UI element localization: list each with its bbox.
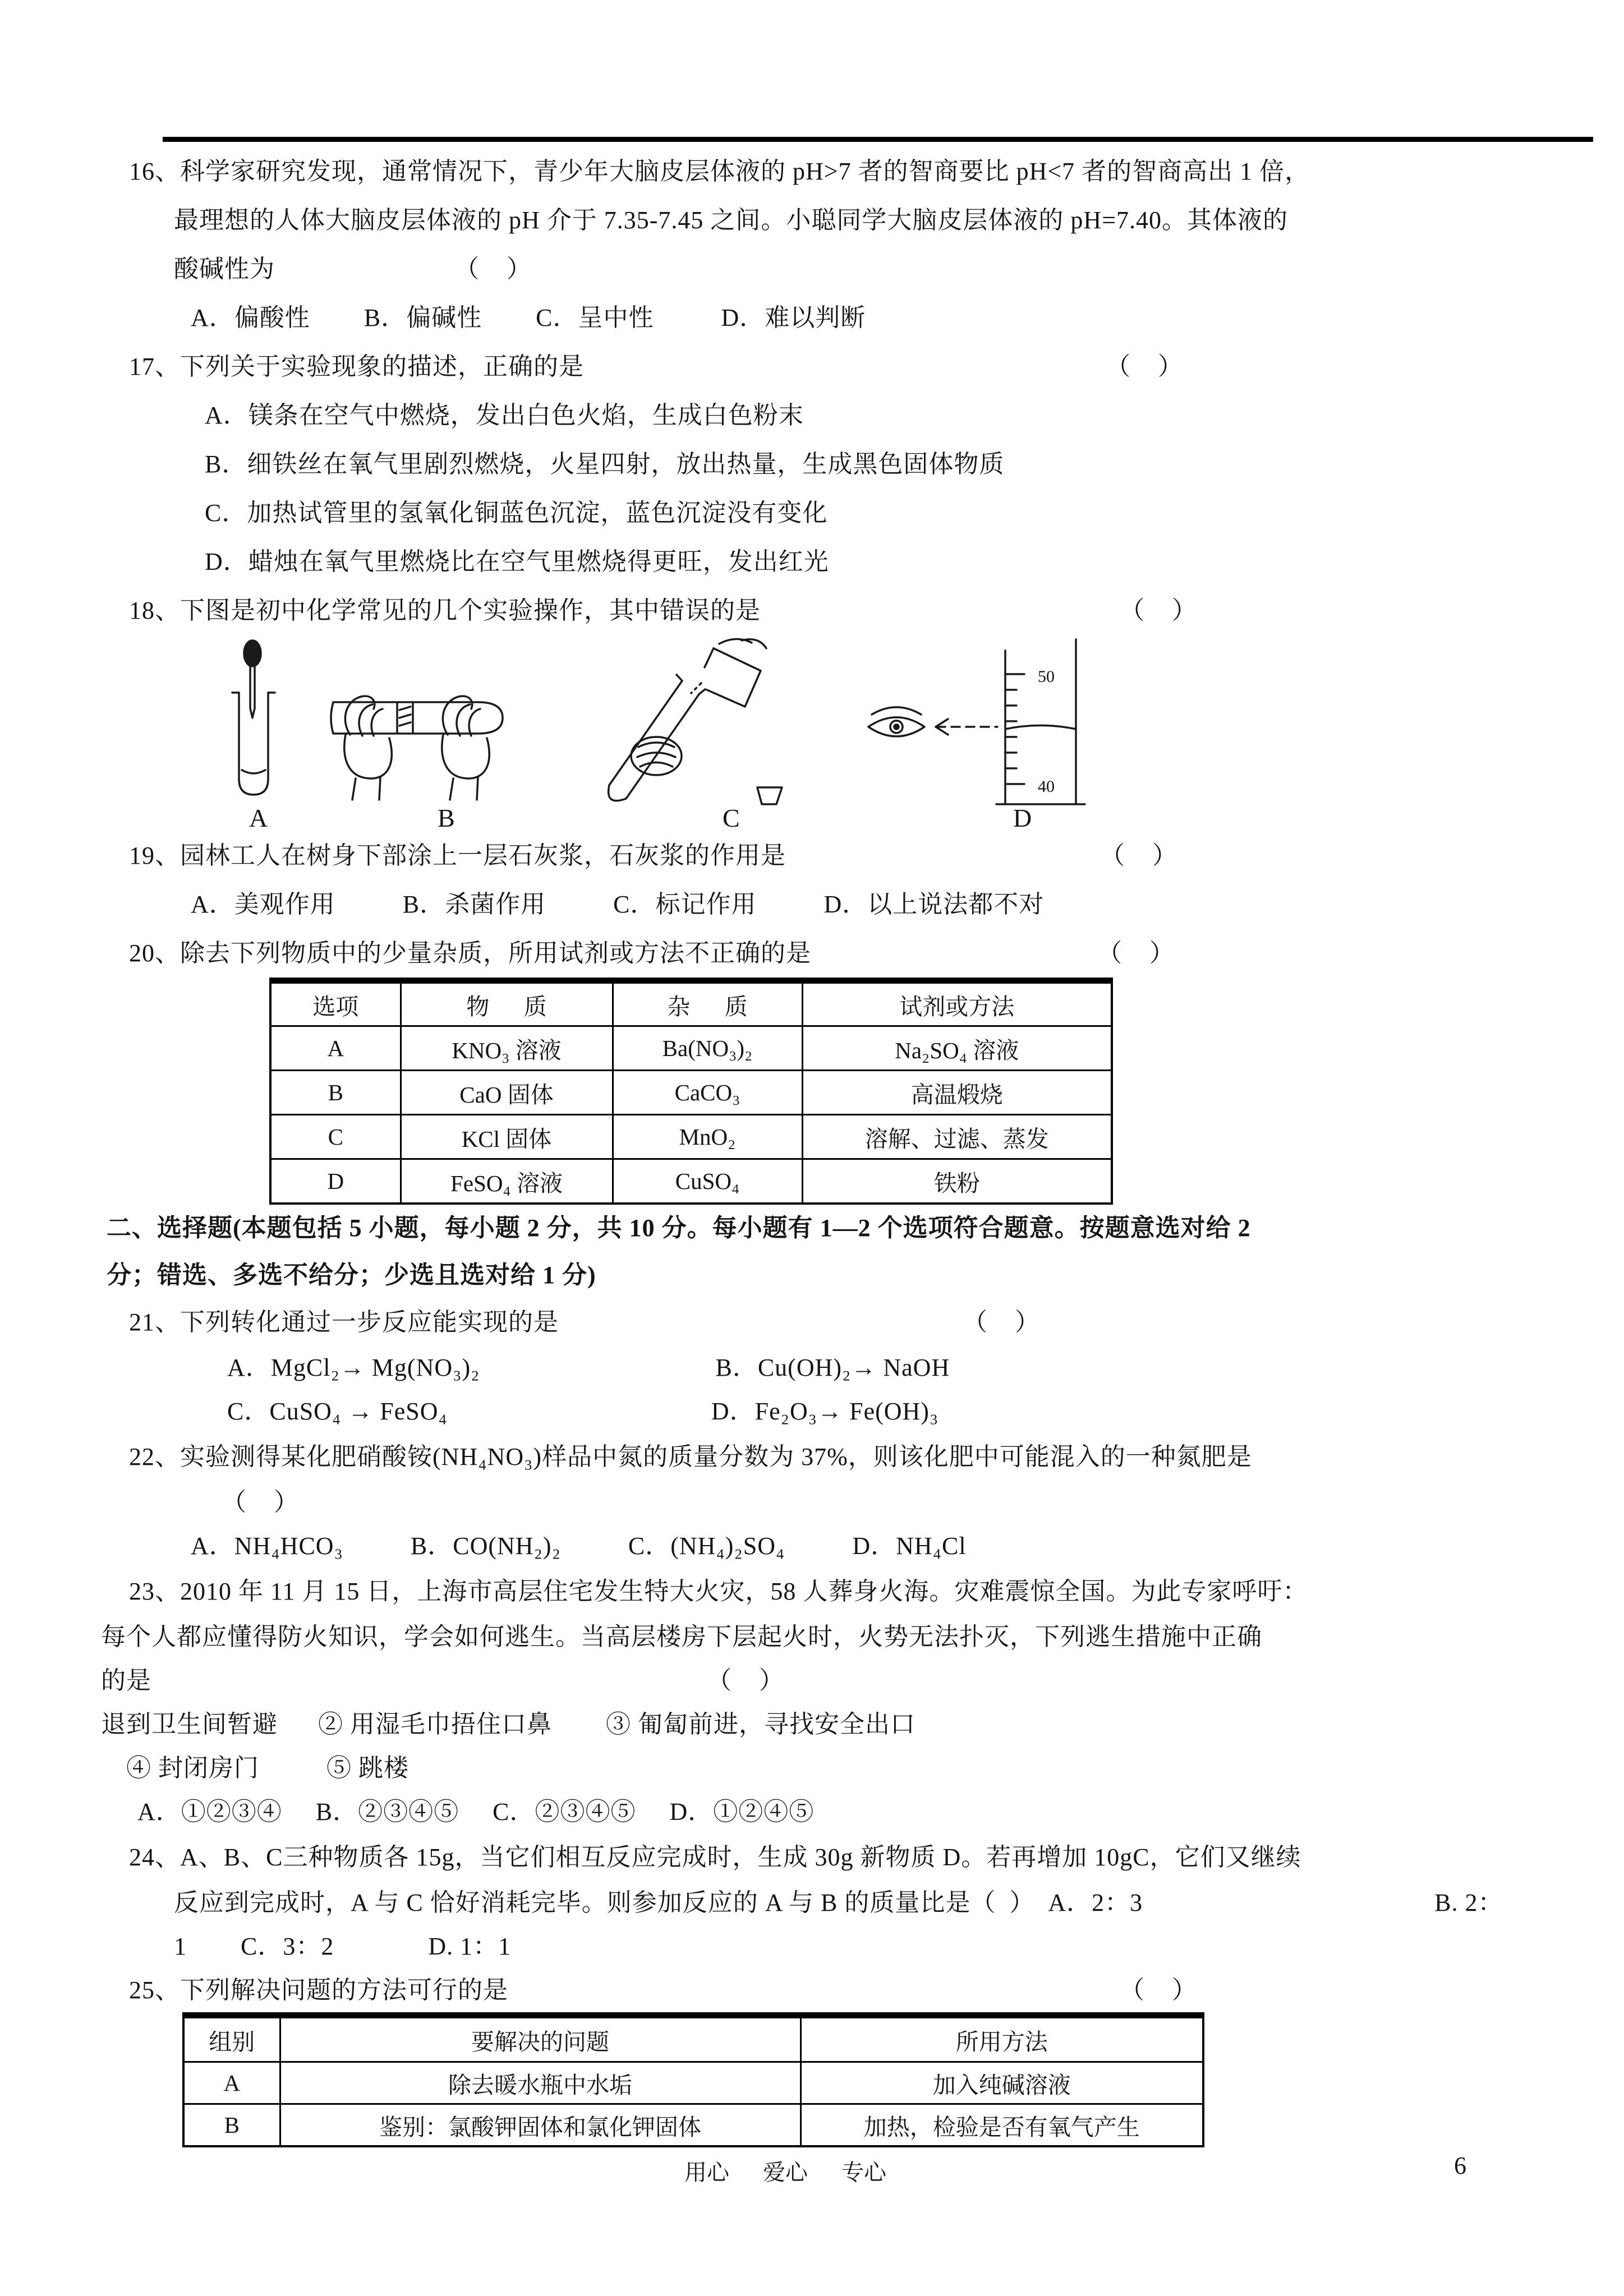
- q16-answer-parens: （ ）: [454, 255, 532, 283]
- q20-prompt: [129, 929, 1548, 978]
- stopper-icon: [757, 787, 782, 804]
- q21-prompt-text: 21、下列转化通过一步反应能实现的是: [129, 1308, 559, 1336]
- spacer: [584, 374, 1106, 375]
- illustration-c-adding-solid: [609, 639, 782, 804]
- table-header-cell: 组别: [183, 2016, 280, 2062]
- q18-lab-operations-figure: [213, 635, 1548, 831]
- cylinder-scale-50: 50: [1038, 667, 1055, 686]
- eye-pupil-dot: [894, 725, 899, 729]
- tube-mouth: [331, 702, 333, 734]
- table-cell: 溶解、过滤、蒸发: [802, 1115, 1112, 1159]
- table-header-row: [183, 2016, 1203, 2062]
- table-cell: MnO₂: [613, 1115, 802, 1159]
- q24-line-3: 1 C．3：2 D. 1：1: [174, 1933, 512, 1960]
- table-header-cell: 物 质: [401, 981, 613, 1026]
- q24-line-2-text: 反应到完成时，A 与 C 恰好消耗完毕。则参加反应的 A 与 B 的质量比是（ ） A．2：3: [174, 1889, 1143, 1916]
- q23-choices-line-2: ④ 封闭房门 ⑤ 跳楼: [126, 1754, 409, 1782]
- left-hand-palm: [344, 735, 392, 778]
- q16-options: A．偏酸性 B．偏碱性 C．呈中性 D．难以判断: [191, 304, 866, 331]
- illustration-a-dropper-test-tube: [232, 640, 275, 795]
- left-hand-finger: [371, 709, 383, 736]
- q21-options-row-2: [227, 1390, 1548, 1433]
- spacer: [1143, 1910, 1434, 1911]
- header-rule: [163, 137, 1593, 142]
- q16-line-3-text: 酸碱性为: [174, 255, 275, 283]
- q17-option-c: C．加热试管里的氢氧化铜蓝色沉淀，蓝色沉淀没有变化: [205, 499, 828, 527]
- q19-answer-parens: （ ）: [1100, 842, 1177, 869]
- q17-option-d: D．蜡烛在氧气里燃烧比在空气里燃烧得更旺，发出红光: [205, 548, 829, 575]
- section-2-header-line-1: 二、选择题(本题包括 5 小题，每小题 2 分，共 10 分。每小题有 1—2 个选项符合题意。按题意选对给 2: [107, 1214, 1251, 1242]
- spacer: [508, 1997, 1120, 1998]
- table-cell: Na₂SO₄ 溶液: [802, 1026, 1112, 1071]
- q20-impurity-table: [269, 978, 1113, 1205]
- q25-prompt: [129, 1968, 1548, 2012]
- table-header-cell: 要解决的问题: [280, 2016, 801, 2062]
- table-cell: CaCO₃: [613, 1071, 802, 1115]
- q16-line-3: [174, 245, 1548, 293]
- q21-answer-parens: （ ）: [963, 1308, 1040, 1336]
- table-cell: KNO₃ 溶液: [401, 1026, 613, 1071]
- q23-answer-parens: （ ）: [707, 1667, 784, 1694]
- table-cell: 铁粉: [802, 1159, 1112, 1204]
- table-cell: 除去暖水瓶中水垢: [280, 2062, 801, 2104]
- table-cell: D: [270, 1159, 401, 1204]
- q21-option-c: C．CuSO₄ → FeSO₄: [227, 1398, 448, 1425]
- diagram-label-d: D: [1013, 804, 1032, 831]
- q17-prompt-text: 17、下列关于实验现象的描述，正确的是: [129, 353, 584, 380]
- spacer: [480, 1375, 715, 1376]
- dropper-bulb-icon: [244, 640, 261, 666]
- q18-prompt: [129, 586, 1548, 635]
- q19-prompt-text: 19、园林工人在树身下部涂上一层石灰浆，石灰浆的作用是: [129, 842, 786, 869]
- q23-choices-line-1: 退到卫生间暂避 ② 用湿毛巾捂住口鼻 ③ 匍匐前进，寻找安全出口: [101, 1711, 915, 1738]
- q22-options: A．NH₄HCO₃ B．CO(NH₂)₂ C．(NH₄)₂SO₄ D．NH₄Cl: [191, 1532, 967, 1560]
- table-row: [270, 1115, 1112, 1159]
- exam-content: [101, 147, 1548, 2147]
- q21-options-row-1: [227, 1346, 1548, 1390]
- q21-option-b: B．Cu(OH)₂→ NaOH: [715, 1354, 950, 1381]
- diagram-label-a: A: [249, 804, 268, 831]
- q23-options: A．①②③④ B．②③④⑤ C．②③④⑤ D．①②④⑤: [137, 1798, 815, 1825]
- spacer: [559, 1329, 963, 1330]
- q21-option-d: D．Fe₂O₃→ Fe(OH)₃: [711, 1398, 939, 1425]
- jar-icon: [707, 648, 761, 707]
- q21-option-a: A．MgCl₂→ Mg(NO₃)₂: [227, 1354, 480, 1381]
- q24-line-1: 24、A、B、C三种物质各 15g，当它们相互反应完成时，生成 30g 新物质 D。若再增加 10gC，它们又继续: [129, 1843, 1301, 1871]
- solid-stream: [691, 683, 701, 693]
- diagram-label-c: C: [723, 804, 740, 831]
- spacer: [448, 1418, 711, 1419]
- table-cell: C: [270, 1115, 401, 1159]
- table-cell: B: [270, 1071, 401, 1115]
- table-row: [270, 1026, 1112, 1071]
- q19-options: A．美观作用 B．杀菌作用 C．标记作用 D．以上说法都不对: [191, 891, 1045, 918]
- cylinder-scale-40: 40: [1038, 777, 1055, 796]
- table-cell: A: [183, 2062, 280, 2104]
- jar-mouth: [705, 648, 714, 667]
- page-number: 6: [1454, 2152, 1466, 2179]
- table-cell: FeSO₄ 溶液: [401, 1159, 613, 1204]
- table-cell: Ba(NO₃)₂: [613, 1026, 802, 1071]
- q18-answer-parens: （ ）: [1120, 597, 1197, 624]
- spacer: [811, 960, 1097, 961]
- diagram-label-b: B: [438, 804, 455, 831]
- tilted-tube-bottom: [609, 785, 626, 801]
- test-tube-icon: [239, 693, 268, 795]
- q25-prompt-text: 25、下列解决问题的方法可行的是: [129, 1976, 508, 2004]
- q22-answer-parens: （ ）: [222, 1488, 299, 1516]
- table-cell: 鉴别：氯酸钾固体和氯化钾固体: [280, 2104, 801, 2147]
- q16-line-2: 最理想的人体大脑皮层体液的 pH 介于 7.35-7.45 之间。小聪同学大脑皮层体液的 pH=7.40。其体液的: [174, 206, 1289, 234]
- spacer: [786, 863, 1100, 864]
- right-hand-palm: [442, 735, 489, 778]
- q23-line-1: 23、2010 年 11 月 15 日，上海市高层住宅发生特大火灾，58 人葬身火海。灾难震惊全国。为此专家呼吁：: [129, 1578, 1308, 1605]
- table-header-cell: 杂 质: [613, 981, 802, 1026]
- q21-prompt: [129, 1299, 1548, 1346]
- dropper-stem-icon: [250, 666, 255, 718]
- right-hand-finger: [469, 709, 480, 736]
- tube-band: [397, 703, 413, 732]
- illustration-d-reading-graduated-cylinder: [868, 639, 1085, 804]
- q16-line-1: 16、科学家研究发现，通常情况下，青少年大脑皮层体液的 pH>7 者的智商要比 pH<7 者的智商高出 1 倍，: [129, 158, 1310, 185]
- right-hand-finger: [457, 704, 470, 736]
- q17-option-a: A．镁条在空气中燃烧，发出白色火焰，生成白色粉末: [205, 402, 804, 429]
- left-hand-finger: [359, 704, 372, 736]
- q24-line-2: [174, 1881, 1548, 1925]
- table-cell: 高温煅烧: [802, 1071, 1112, 1115]
- left-wrist: [352, 777, 380, 800]
- spacer: [151, 1688, 707, 1689]
- table-header-cell: 试剂或方法: [802, 981, 1112, 1026]
- table-row: [270, 1071, 1112, 1115]
- table-cell: 加入纯碱溶液: [801, 2062, 1203, 2104]
- q23-line-2: 每个人都应懂得防火知识，学会如何逃生。当高层楼房下层起火时，火势无法扑灭，下列逃生措施中正确: [101, 1623, 1262, 1650]
- hand-on-jar: [719, 639, 766, 648]
- q17-prompt: [129, 342, 1548, 391]
- table-cell: CaO 固体: [401, 1071, 613, 1115]
- table-cell: KCl 固体: [401, 1115, 613, 1159]
- table-header-row: [270, 981, 1112, 1026]
- q25-method-table: [182, 2012, 1204, 2147]
- eye-brow: [872, 707, 921, 714]
- right-wrist: [450, 777, 478, 800]
- table-header-cell: 所用方法: [801, 2016, 1203, 2062]
- table-row: [270, 1159, 1112, 1204]
- table-cell: A: [270, 1026, 401, 1071]
- q18-prompt-text: 18、下图是初中化学常见的几个实验操作，其中错误的是: [129, 597, 761, 624]
- q20-answer-parens: （ ）: [1097, 939, 1175, 967]
- q22-line-1: 22、实验测得某化肥硝酸铵(NH₄NO₃)样品中氮的质量分数为 37%，则该化肥中可能混入的一种氮肥是: [129, 1443, 1252, 1470]
- table-row: [183, 2104, 1203, 2147]
- table-cell: B: [183, 2104, 280, 2147]
- spacer: [275, 276, 454, 277]
- q17-option-b: B．细铁丝在氧气里剧烈燃烧，火星四射，放出热量，生成黑色固体物质: [205, 450, 1005, 478]
- liquid-meniscus: [1005, 726, 1076, 730]
- q24-option-b: B. 2：: [1434, 1889, 1503, 1916]
- q23-line-3-text: 的是: [101, 1667, 151, 1694]
- table-header-cell: 选项: [270, 981, 401, 1026]
- q25-answer-parens: （ ）: [1120, 1976, 1197, 2004]
- table-cell: 加热，检验是否有氧气产生: [801, 2104, 1203, 2147]
- q19-prompt: [129, 831, 1548, 880]
- q17-answer-parens: （ ）: [1106, 353, 1183, 380]
- q23-line-3: [101, 1659, 1548, 1703]
- section-2-header-line-2: 分；错选、多选不给分；少选且选对给 1 分): [107, 1261, 596, 1289]
- spacer: [761, 617, 1120, 619]
- liquid-line: [242, 770, 265, 773]
- table-cell: CuSO₄: [613, 1159, 802, 1204]
- table-row: [183, 2062, 1203, 2104]
- q20-prompt-text: 20、除去下列物质中的少量杂质，所用试剂或方法不正确的是: [129, 939, 811, 967]
- page-footer-motto: 用心 爱心 专心: [684, 2160, 886, 2185]
- illustration-b-holding-tube: [331, 696, 503, 800]
